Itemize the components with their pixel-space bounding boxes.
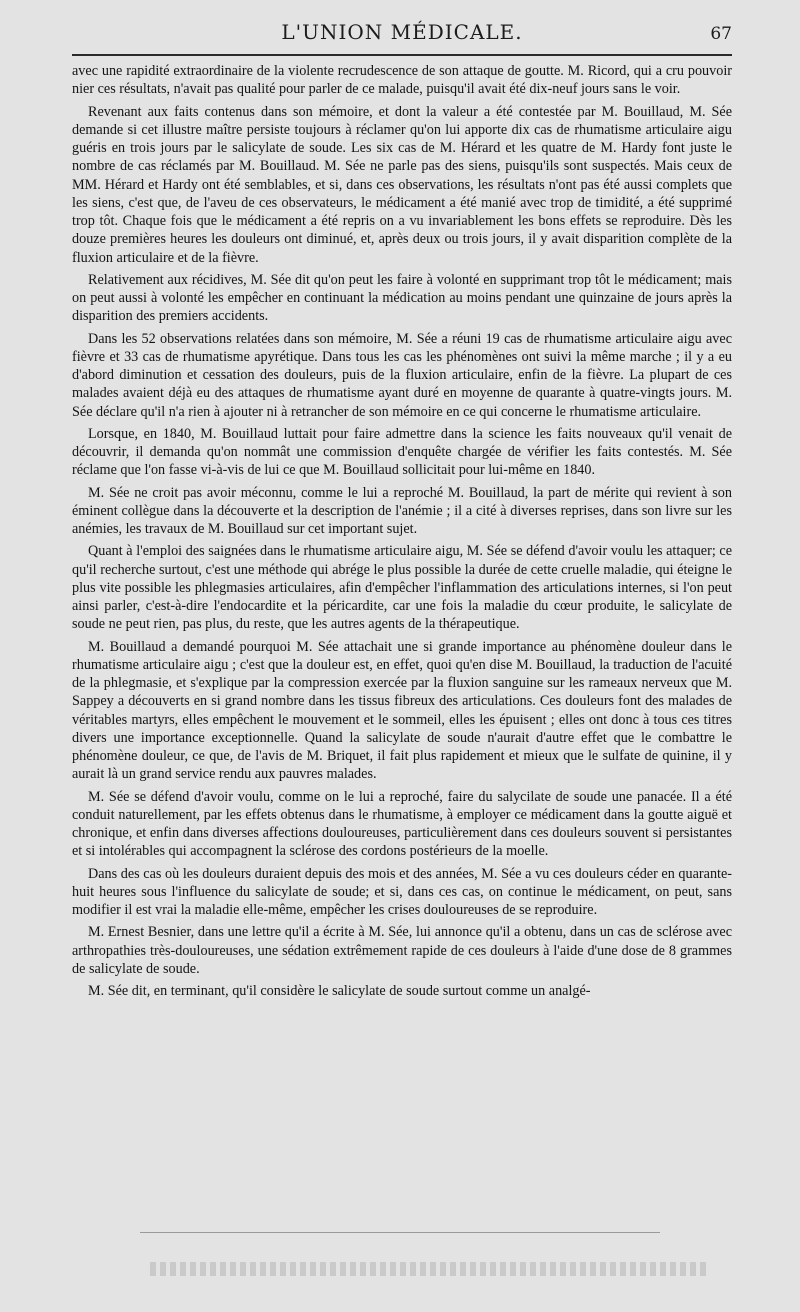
running-header [72, 18, 732, 50]
paragraph: avec une rapidité extraordinaire de la violente recrudescence de son attaque de goutte. M. Ricord, qui a cru pouvoir nier ces résultats, n'avait pas qualité pour parler de ce malade, puisqu'il avait été dix-neuf jours sans le voir. [72, 63, 732, 98]
paragraph: Dans des cas où les douleurs duraient depuis des mois et des années, M. Sée a vu ces douleurs céder en quarante-huit heures sous l'influence du salicylate de soude; et si, dans ces cas, on continue le médicament, on peut, sans modifier il est vrai la maladie elle-même, empêcher les crises douloureuses de se reproduire. [72, 865, 732, 918]
paragraph: M. Sée ne croit pas avoir méconnu, comme le lui a reproché M. Bouillaud, la part de mérite qui revient à son éminent collègue dans la découverte et la description de l'anémie ; il a cité à diverses reprises, dans son livre sur les anémies, les travaux de M. Bouillaud sur cet important sujet. [72, 484, 732, 537]
paragraph: M. Ernest Besnier, dans une lettre qu'il a écrite à M. Sée, lui annonce qu'il a obtenu, dans un cas de sclérose avec arthropathies très-douloureuses, une sédation extrêmement rapide de ces douleurs à l'aide d'une dose de 8 grammes de salicylate de soude. [72, 924, 732, 977]
paragraph: M. Sée dit, en terminant, qu'il considère le salicylate de soude surtout comme un analgé- [88, 983, 591, 999]
page-number: 67 [710, 24, 732, 44]
paragraph: M. Bouillaud a demandé pourquoi M. Sée attachait une si grande importance au phénomène douleur dans le rhumatisme articulaire aigu ; c'est que la douleur est, en effet, quoi qu'en dise M. Bouillaud, la traduction de l'acuité de la phlegmasie, et s'explique par la compression exercée par la fluxion sanguine sur les rameaux nerveux que M. Sappey a découverts en si grand nombre dans les tissus fibreux des articulations. Ces douleurs font des malades de véritables martyrs, elles empêchent le mouvement et le sommeil, elles les épuisent ; elles ont donc à tous ces titres divers une importance exceptionnelle. Quand la salicylate de soude n'aurait d'autre effet que le combattre le phénomène douleur, ce que, de l'avis de M. Briquet, il fait plus rapidement et mieux que le sulfate de quinine, il y aurait là un grand service rendu aux pauvres malades. [72, 638, 732, 783]
paragraph: Quant à l'emploi des saignées dans le rhumatisme articulaire aigu, M. Sée se défend d'avoir voulu les attaquer; ce qu'il recherche surtout, c'est une méthode qui abrége le plus possible la durée de cette cruelle maladie, qui éteigne le plus vite possible les phlegmasies articulaires, afin d'empêcher l'inflammation des articulations internes, si l'on peut ainsi parler, c'est-à-dire l'endocardite et la péricardite, car une fois la maladie du cœur produite, le salicylate de soude ne peut rien, pas plus, du reste, que les autres agents de la thérapeutique. [72, 543, 732, 633]
paragraph: Dans les 52 observations relatées dans son mémoire, M. Sée a réuni 19 cas de rhumatisme articulaire aigu avec fièvre et 33 cas de rhumatisme apyrétique. Dans tous les cas les phénomènes ont suivi la même marche ; il y a eu d'abord diminution et cessation des douleurs, puis de la fluxion articulaire, enfin de la fièvre. La plupart de ces malades avaient déjà eu des attaques de rhumatisme ayant duré en moyenne de quarante à quatre-vingts jours. M. Sée déclare qu'il n'a rien à ajouter ni à retrancher de son mémoire en ce qui concerne le rhumatisme articulaire. [72, 330, 732, 420]
paragraph: Relativement aux récidives, M. Sée dit qu'on peut les faire à volonté en supprimant trop tôt le médicament; mais on peut aussi à volonté les empêcher en continuant la médication au moins pendant une quinzaine de jours après la disparition des premiers accidents. [72, 271, 732, 325]
paragraph: Lorsque, en 1840, M. Bouillaud luttait pour faire admettre dans la science les faits nouveaux qu'il venait de découvrir, il demanda qu'on nommât une commission d'enquête chargée de vérifier les faits contestés. M. Sée réclame que l'on fasse vi-à-vis de lui ce que M. Bouillaud sollicitait pour lui-même en 1840. [72, 425, 732, 479]
paragraph: Revenant aux faits contenus dans son mémoire, et dont la valeur a été contestée par M. Bouillaud, M. Sée demande si cet illustre maître persiste toujours à réclamer qu'on lui apporte dix cas de rhumatisme articulaire aigu guéris en trois jours par le salicylate de soude. Les six cas de M. Hérard et les quatre de M. Hardy font juste le nombre de cas réclamés par M. Bouillaud. M. Sée ne parle pas des siens, puisqu'ils sont suspectés. Mais ceux de MM. Hérard et Hardy ont été semblables, et si, dans ces observations, les résultats n'ont pas été aussi complets que les siens, c'est que, de l'aveu de ces observateurs, le médicament a été manié avec trop de timidité, a été supprimé trop tôt. Chaque fois que le médicament a été repris on a vu invariablement les bons effets se reproduire. Dès les douze premières heures les douleurs ont diminué, et, après deux ou trois jours, il y avait disparition complète de la fluxion articulaire et de la fièvre. [72, 103, 732, 266]
header-rule [72, 54, 732, 56]
paragraph: M. Sée se défend d'avoir voulu, comme on le lui a reproché, faire du salycilate de soude une panacée. Il a été conduit naturellement, par les effets obtenus dans le rhumatisme, à employer ce médicament dans la goutte aiguë et chronique, et enfin dans diverses affections douloureuses, particulièrement dans ces douleurs souvent si persistantes et si intolérables qui accompagnent la sclérose des cordons postérieurs de la moelle. [72, 788, 732, 860]
article-body [72, 62, 732, 1004]
bleed-through-rule [140, 1232, 660, 1233]
bleed-through-shadow [150, 1262, 710, 1276]
journal-title: L'UNION MÉDICALE. [281, 20, 523, 44]
